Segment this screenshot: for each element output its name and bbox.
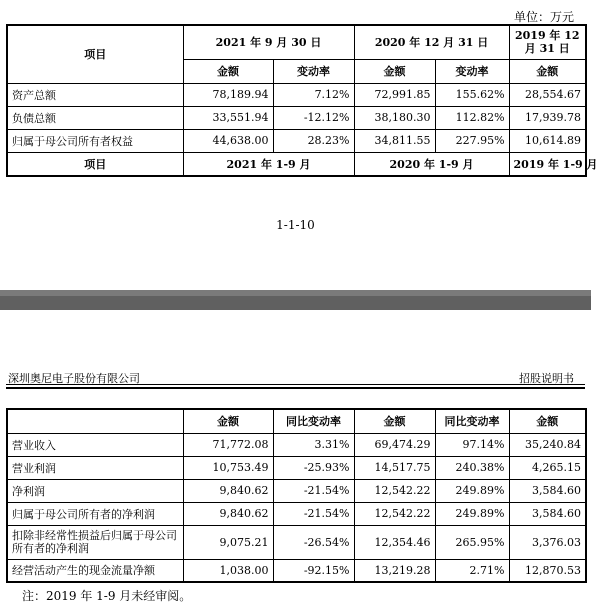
page-number: 1-1-10 (276, 218, 315, 232)
header-period-2019: 2019 年 12 月 31 日 (509, 25, 586, 59)
header-yoy-2021: 同比变动率 (273, 409, 354, 433)
header-item: 项目 (7, 25, 183, 83)
row-label: 负债总额 (7, 106, 183, 129)
change-2021: 28.23% (273, 129, 354, 152)
unit-label: 单位：万元 (513, 10, 574, 24)
footer-period-2020: 2020 年 1-9 月 (354, 152, 509, 176)
yoy-2020: 249.89% (435, 479, 509, 502)
yoy-2021: 3.31% (273, 433, 354, 456)
header-amount-2019: 金额 (509, 59, 586, 83)
value-2020: 12,354.46 (354, 525, 435, 559)
table-row (7, 456, 586, 479)
row-label: 净利润 (7, 479, 183, 502)
header-amount-2020: 金额 (354, 409, 435, 433)
balance-sheet-table (6, 24, 598, 177)
header-amount-2020: 金额 (354, 59, 435, 83)
value-2020: 13,219.28 (354, 559, 435, 582)
row-label: 资产总额 (7, 83, 183, 106)
change-2021: -12.12% (273, 106, 354, 129)
yoy-2021: -92.15% (273, 559, 354, 582)
value-2021: 1,038.00 (183, 559, 273, 582)
value-2020: 34,811.55 (354, 129, 435, 152)
header-amount-2021: 金额 (183, 59, 273, 83)
table-row (7, 559, 586, 582)
header-amount-2021: 金额 (183, 409, 273, 433)
value-2021: 9,075.21 (183, 525, 273, 559)
header-item-blank (7, 409, 183, 433)
value-2019: 12,870.53 (509, 559, 586, 582)
header-period-2020: 2020 年 12 月 31 日 (354, 25, 509, 59)
yoy-2021: -26.54% (273, 525, 354, 559)
value-2019: 28,554.67 (509, 83, 586, 106)
value-2020: 69,474.29 (354, 433, 435, 456)
income-table (6, 408, 587, 583)
change-2020: 112.82% (435, 106, 509, 129)
value-2020: 12,542.22 (354, 502, 435, 525)
change-2020: 155.62% (435, 83, 509, 106)
value-2020: 72,991.85 (354, 83, 435, 106)
company-name: 深圳奥尼电子股份有限公司 (8, 372, 140, 385)
value-2019: 10,614.89 (509, 129, 586, 152)
table-row (7, 525, 586, 559)
row-label: 归属于母公司所有者权益 (7, 129, 183, 152)
value-2021: 71,772.08 (183, 433, 273, 456)
value-2021: 78,189.94 (183, 83, 273, 106)
row-label: 经营活动产生的现金流量净额 (7, 559, 183, 582)
yoy-2021: -21.54% (273, 479, 354, 502)
value-2020: 38,180.30 (354, 106, 435, 129)
table-row (7, 83, 586, 106)
value-2020: 12,542.22 (354, 479, 435, 502)
yoy-2020: 265.95% (435, 525, 509, 559)
value-2019: 17,939.78 (509, 106, 586, 129)
change-2021: 7.12% (273, 83, 354, 106)
table-row (7, 479, 586, 502)
header-change-2021: 变动率 (273, 59, 354, 83)
row-label: 扣除非经常性损益后归属于母公司所有者的净利润 (7, 525, 183, 559)
row-label: 营业收入 (7, 433, 183, 456)
table-row (7, 129, 586, 152)
yoy-2020: 249.89% (435, 502, 509, 525)
page-divider (0, 290, 591, 310)
table-row (7, 502, 586, 525)
header-amount-2019: 金额 (509, 409, 586, 433)
value-2019: 3,584.60 (509, 479, 586, 502)
row-label: 营业利润 (7, 456, 183, 479)
table-row (7, 106, 586, 129)
footer-item: 项目 (7, 152, 183, 176)
value-2021: 33,551.94 (183, 106, 273, 129)
yoy-2020: 97.14% (435, 433, 509, 456)
header-rule-thick (6, 387, 585, 389)
header-rule (6, 384, 585, 385)
footer-period-2019: 2019 年 1-9 月 (509, 152, 586, 176)
table-row (7, 433, 586, 456)
footnote: 注：2019 年 1-9 月未经审阅。 (22, 589, 192, 603)
value-2019: 4,265.15 (509, 456, 586, 479)
value-2019: 35,240.84 (509, 433, 586, 456)
footer-period-2021: 2021 年 1-9 月 (183, 152, 354, 176)
value-2019: 3,376.03 (509, 525, 586, 559)
value-2021: 9,840.62 (183, 502, 273, 525)
yoy-2020: 2.71% (435, 559, 509, 582)
header-period-2021: 2021 年 9 月 30 日 (183, 25, 354, 59)
value-2021: 9,840.62 (183, 479, 273, 502)
value-2021: 44,638.00 (183, 129, 273, 152)
yoy-2021: -25.93% (273, 456, 354, 479)
document-type: 招股说明书 (519, 372, 574, 385)
yoy-2021: -21.54% (273, 502, 354, 525)
yoy-2020: 240.38% (435, 456, 509, 479)
value-2021: 10,753.49 (183, 456, 273, 479)
value-2020: 14,517.75 (354, 456, 435, 479)
document-page-1 (0, 0, 598, 290)
header-yoy-2020: 同比变动率 (435, 409, 509, 433)
header-change-2020: 变动率 (435, 59, 509, 83)
change-2020: 227.95% (435, 129, 509, 152)
value-2019: 3,584.60 (509, 502, 586, 525)
row-label: 归属于母公司所有者的净利润 (7, 502, 183, 525)
